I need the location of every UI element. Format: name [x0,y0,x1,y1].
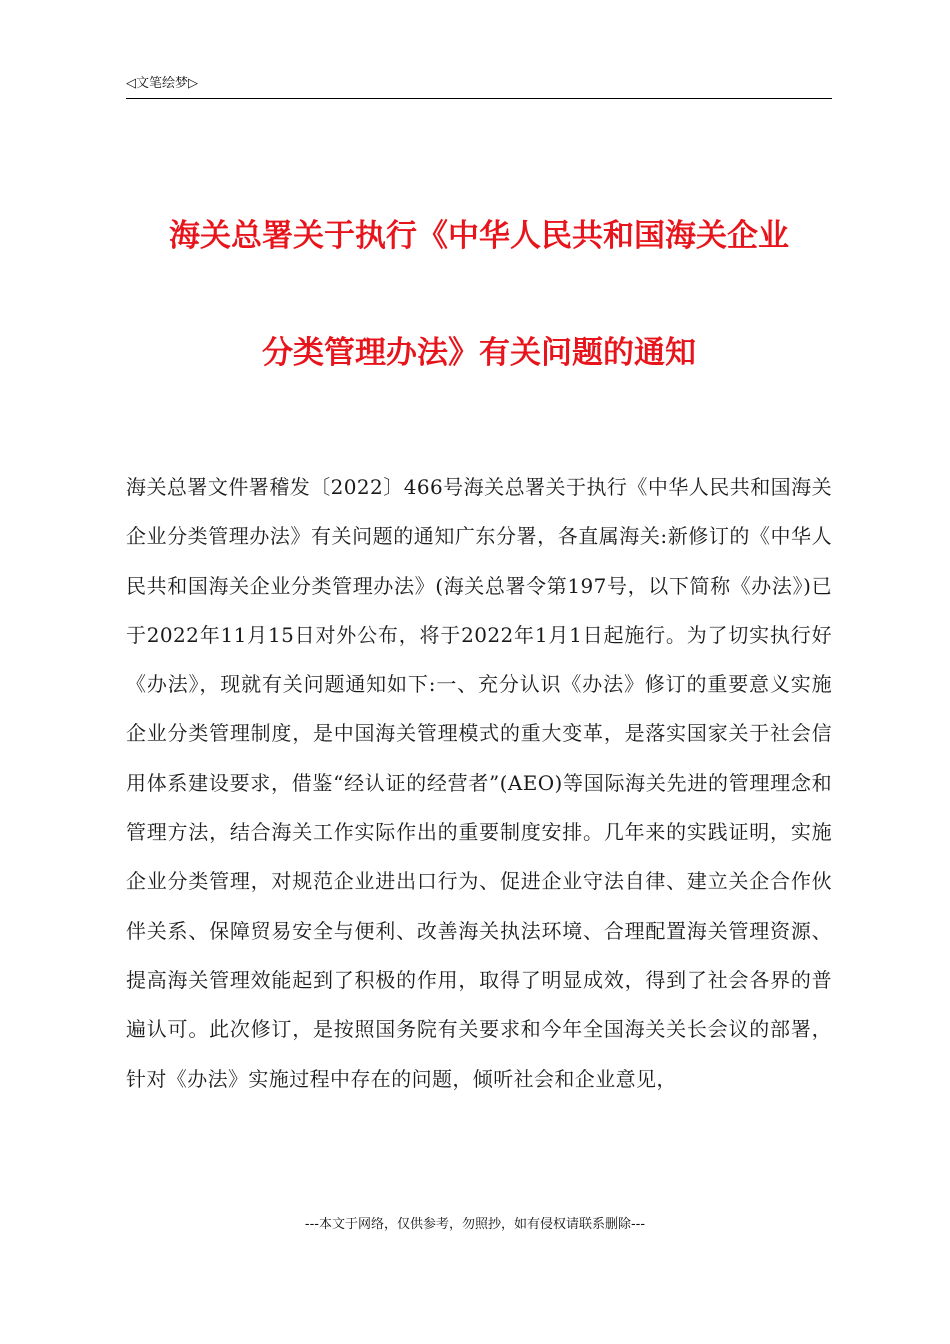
header-brand-text: ◁文笔绘梦▷ [126,76,198,91]
page-header [126,76,832,99]
document-body-paragraph: 海关总署文件署稽发〔2022〕466号海关总署关于执行《中华人民共和国海关企业分类管理办法》有关问题的通知广东分署，各直属海关:新修订的《中华人民共和国海关企业分类管理办法》(海关总署令第197号，以下简称《办法》)已于2022年11月15日对外公布，将于2022年1月1日起施行。为了切实执行好《办法》，现就有关问题通知如下:一、充分认识《办法》修订的重要意义实施企业分类管理制度，是中国海关管理模式的重大变革，是落实国家关于社会信用体系建设要求，借鉴“经认证的经营者”(AEO)等国际海关先进的管理理念和管理方法，结合海关工作实际作出的重要制度安排。几年来的实践证明，实施企业分类管理，对规范企业进出口行为、促进企业守法自律、建立关企合作伙伴关系、保障贸易安全与便利、改善海关执法环境、合理配置海关管理资源、提高海关管理效能起到了积极的作用，取得了明显成效，得到了社会各界的普遍认可。此次修订，是按照国务院有关要求和今年全国海关关长会议的部署，针对《办法》实施过程中存在的问题，倾听社会和企业意见， [126,475,832,1091]
document-title-line-1: 海关总署关于执行《中华人民共和国海关企业 [169,218,789,254]
document-title [126,205,832,384]
document-title-line-2: 分类管理办法》有关问题的通知 [262,335,696,371]
page-footer-disclaimer: ---本文于网络，仅供参考，勿照抄，如有侵权请联系删除--- [304,1217,646,1232]
